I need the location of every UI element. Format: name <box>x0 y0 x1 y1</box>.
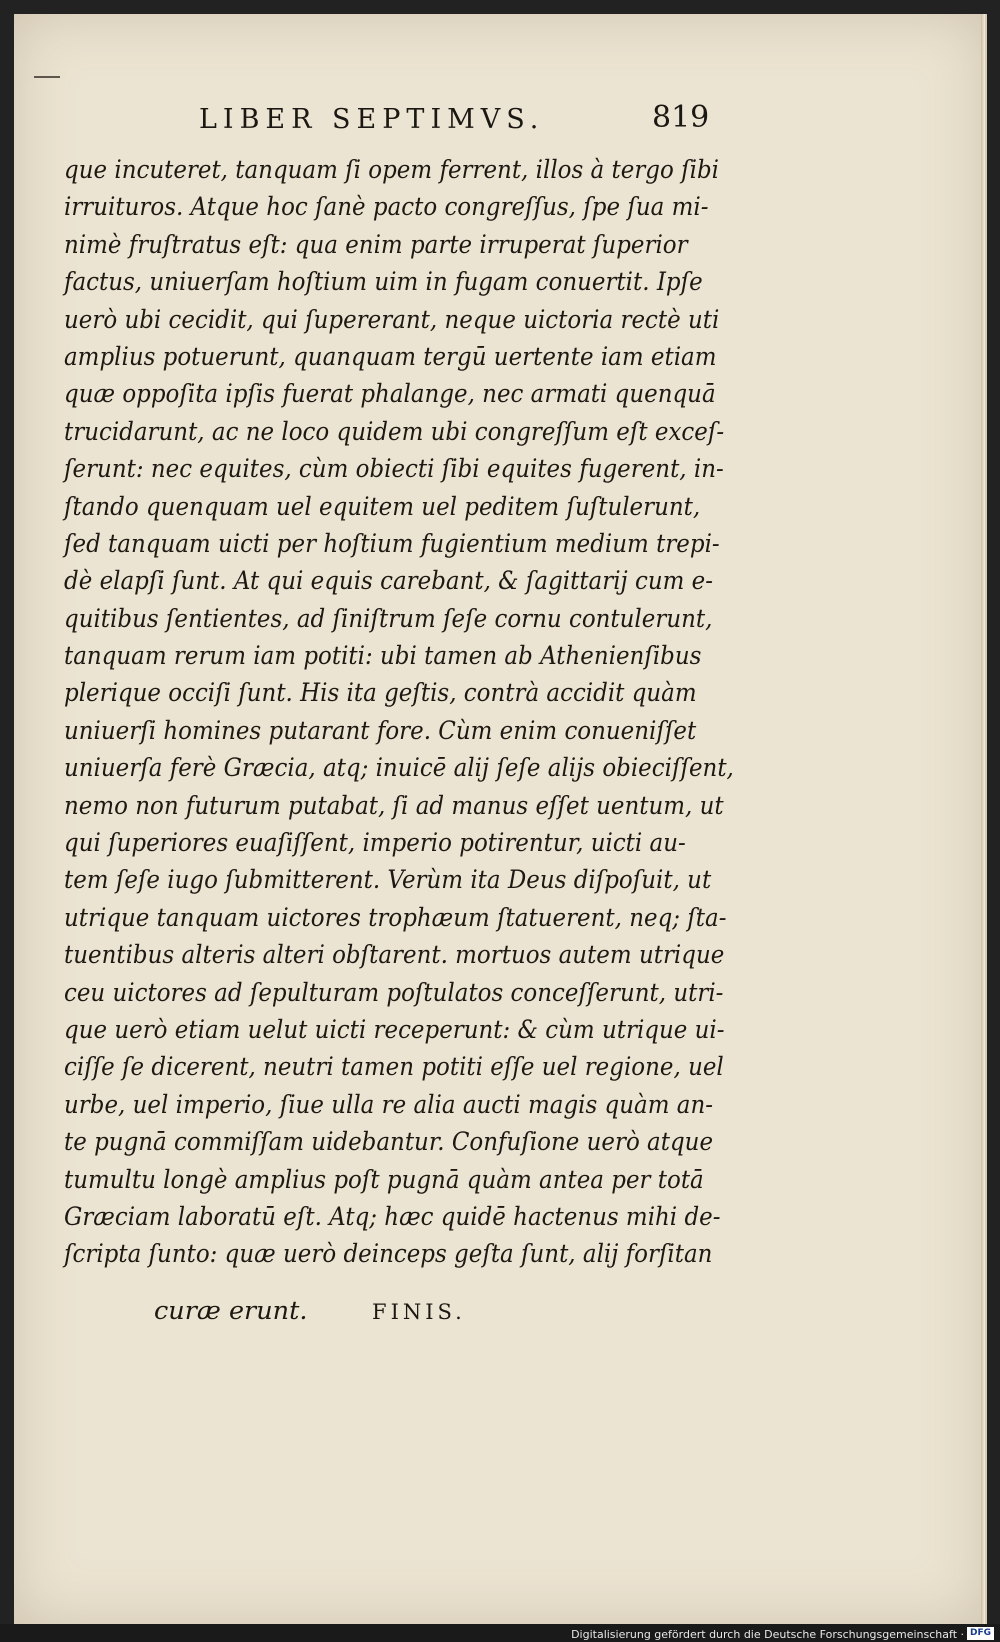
text-line: ſed tanquam uicti per hoſtium fugientium medium trepi- <box>64 528 720 559</box>
finis-label: FINIS. <box>372 1300 466 1324</box>
text-line: qui ſuperiores euaſiſſent, imperio potirentur, uicti au- <box>64 828 686 859</box>
text-line: que uerò etiam uelut uicti receperunt: & cùm utrique ui- <box>64 1014 725 1045</box>
text-line: ceu uictores ad ſepulturam poſtulatos conceſſerunt, utri- <box>64 977 724 1008</box>
text-line: utrique tanquam uictores trophæum ſtatuerent, neq; ſta- <box>64 902 727 933</box>
text-line: ſcripta ſunto: quæ uerò deinceps geſta ſunt, alij forſitan <box>64 1239 713 1270</box>
text-line: nimè fruſtratus eſt: qua enim parte irruperat ſuperior <box>64 229 688 260</box>
text-line: ſtando quenquam uel equitem uel peditem ſuſtulerunt, <box>64 491 701 522</box>
book-page <box>14 14 987 1624</box>
text-line: tuentibus alteris alteri obſtarent. mortuos autem utrique <box>64 940 725 971</box>
text-line: te pugnā commiſſam uidebantur. Confuſione uerò atque <box>64 1127 714 1158</box>
text-line: tumultu longè amplius poſt pugnā quàm antea per totā <box>64 1164 704 1195</box>
text-line: amplius potuerunt, quanquam tergū uertente iam etiam <box>64 341 717 372</box>
text-line: uniuerſa ferè Græcia, atq; inuicē alij ſeſe alijs obieciſſent, <box>64 753 734 784</box>
funding-credit: Digitalisierung gefördert durch die Deutsche Forschungsgemeinschaft · <box>571 1628 964 1641</box>
digitization-footer <box>0 1624 1000 1642</box>
text-line: tem ſeſe iugo ſubmitterent. Verùm ita Deus diſpoſuit, ut <box>64 865 712 896</box>
margin-mark <box>34 76 60 78</box>
page-edge <box>981 14 985 1624</box>
text-line: dè elapſi ſunt. At qui equis carebant, & ſagittarij cum e- <box>64 566 713 597</box>
dfg-logo-icon: DFG <box>967 1627 994 1640</box>
text-line: uerò ubi cecidit, qui ſupererant, neque uictoria rectè uti <box>64 304 720 335</box>
text-line: tanquam rerum iam potiti: ubi tamen ab Athenienſibus <box>64 641 702 672</box>
text-line: irruituros. Atque hoc ſanè pacto congreſſus, ſpe ſua mi- <box>64 192 709 223</box>
text-line: plerique occiſi ſunt. His ita geſtis, contrà accidit quàm <box>64 678 697 709</box>
text-line: uniuerſi homines putarant fore. Cùm enim conueniſſet <box>64 715 697 746</box>
page-header <box>14 100 984 144</box>
text-line: trucidarunt, ac ne loco quidem ubi congreſſum eſt exceſ- <box>64 416 725 447</box>
text-line: que incuteret, tanquam ſi opem ferrent, illos à tergo ſibi <box>64 155 719 185</box>
running-head: LIBER SEPTIMVS. <box>199 104 545 135</box>
body-text <box>64 152 734 1274</box>
text-line: nemo non futurum putabat, ſi ad manus eſſet uentum, ut <box>64 790 724 821</box>
text-line: urbe, uel imperio, ſiue ulla re alia aucti magis quàm an- <box>64 1089 713 1120</box>
text-line: ſerunt: nec equites, cùm obiecti ſibi equites fugerent, in- <box>64 454 724 485</box>
closing-line <box>154 1296 654 1336</box>
text-line: Græciam laboratū eſt. Atq; hæc quidē hactenus mihi de- <box>64 1201 721 1232</box>
page-number: 819 <box>652 100 710 135</box>
final-words: curæ erunt. <box>154 1296 308 1326</box>
text-line: quitibus ſentientes, ad ſiniſtrum ſeſe cornu contulerunt, <box>64 603 713 634</box>
text-line: ciſſe ſe dicerent, neutri tamen potiti eſſe uel regione, uel <box>64 1052 724 1083</box>
text-line: quæ oppoſita ipſis fuerat phalange, nec armati quenquā <box>64 379 716 410</box>
text-line: factus, uniuerſam hoſtium uim in fugam conuertit. Ipſe <box>64 267 703 298</box>
